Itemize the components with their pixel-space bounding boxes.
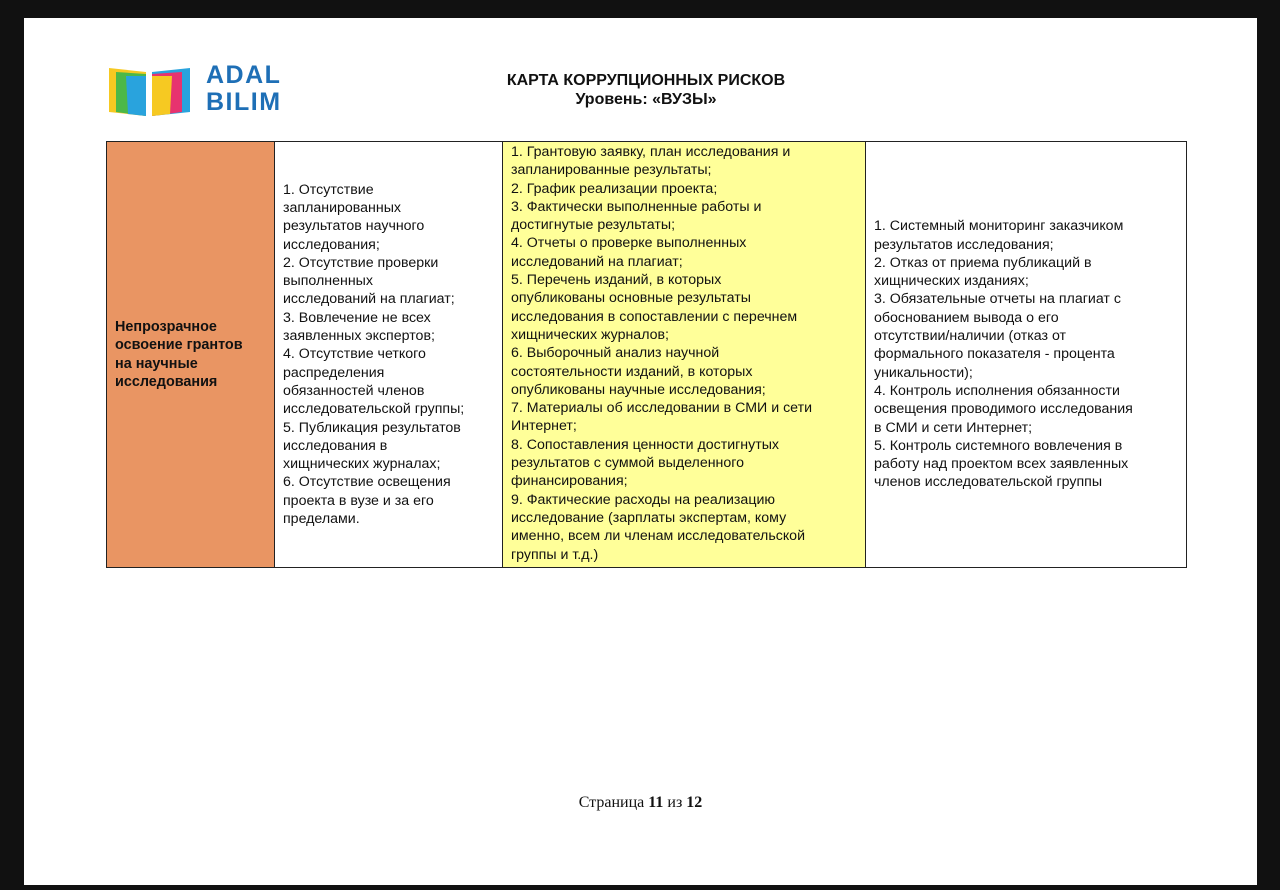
text-line: 4. Отсутствие четкого [283, 346, 426, 363]
text-line: хищнических журналов; [511, 326, 670, 343]
table-row [107, 142, 1187, 568]
text-line: отсутствии/наличии (отказ от [874, 328, 1067, 345]
logo-line-2: BILIM [206, 88, 282, 116]
text-line: 1. Системный мониторинг заказчиком [874, 218, 1124, 235]
text-line: Интернет; [511, 418, 577, 435]
text-line: 2. Отсутствие проверки [283, 254, 439, 271]
text-line: исследовательской группы; [283, 401, 465, 418]
text-line: 5. Перечень изданий, в которых [511, 272, 722, 289]
text-line: в СМИ и сети Интернет; [874, 419, 1033, 436]
text-line: запланированных [283, 199, 402, 216]
text-line: результатов научного [283, 218, 425, 235]
text-line: 4. Контроль исполнения обязанности [874, 382, 1120, 399]
text-line: уникальности); [874, 364, 973, 381]
text-line: исследования в сопоставлении с перечнем [511, 308, 798, 325]
text-line: 6. Отсутствие освещения [283, 474, 451, 491]
text-line: опубликованы научные исследования; [511, 381, 766, 398]
text-line: формального показателя - процента [874, 346, 1115, 363]
text-line: 7. Материалы об исследовании в СМИ и сети [511, 400, 812, 417]
text-line: 5. Контроль системного вовлечения в [874, 437, 1123, 454]
document-header [444, 71, 848, 109]
text-line: заявленных экспертов; [283, 328, 435, 345]
text-line: 3. Вовлечение не всех [283, 309, 431, 326]
text-line: достигнутые результаты; [511, 217, 676, 234]
text-line: запланированные результаты; [511, 162, 712, 179]
current-page: 11 [648, 794, 664, 811]
text-line: на научные [115, 355, 198, 372]
document-page [24, 18, 1257, 885]
text-line: проекта в вузе и за его [283, 492, 434, 509]
text-line: 2. Отказ от приема публикаций в [874, 254, 1092, 271]
page-number [24, 794, 1257, 812]
text-line: 2. График реализации проекта; [511, 180, 718, 197]
text-line: исследований на плагиат; [283, 291, 455, 308]
text-line: 3. Фактически выполненные работы и [511, 198, 762, 215]
text-line: обоснованием вывода о его [874, 309, 1059, 326]
text-line: 1. Отсутствие [283, 181, 374, 198]
text-line: освоение грантов [115, 337, 243, 354]
text-line: 3. Обязательные отчеты на плагиат с [874, 291, 1121, 308]
text-line: освещения проводимого исследования [874, 401, 1133, 418]
text-line: выполненных [283, 273, 373, 290]
text-line: 4. Отчеты о проверке выполненных [511, 235, 747, 252]
of-word: из [667, 794, 683, 811]
document-subtitle: Уровень: «ВУЗЫ» [575, 91, 717, 108]
text-line: 6. Выборочный анализ научной [511, 345, 720, 362]
book-logo-icon [106, 62, 196, 118]
text-line: исследования; [283, 236, 380, 253]
text-line: исследования в [283, 437, 388, 454]
text-line: работу над проектом всех заявленных [874, 456, 1129, 473]
adal-bilim-logo [106, 62, 306, 118]
text-line: исследований на плагиат; [511, 253, 683, 270]
text-line: 9. Фактические расходы на реализацию [511, 491, 776, 508]
text-line: обязанностей членов [283, 382, 425, 399]
text-line: распределения [283, 364, 385, 381]
risk-factors-cell [275, 142, 503, 568]
total-pages: 12 [686, 794, 703, 811]
page-word: Страница [578, 794, 645, 811]
text-line: Непрозрачное [115, 318, 217, 335]
text-line: результатов исследования; [874, 236, 1054, 253]
text-line: финансирования; [511, 473, 628, 490]
text-line: пределами. [283, 511, 360, 528]
text-line: 8. Сопоставления ценности достигнутых [511, 436, 780, 453]
text-line: группы и т.д.) [511, 546, 599, 563]
text-line: членов исследовательской группы [874, 474, 1103, 491]
text-line: именно, всем ли членам исследовательской [511, 528, 805, 545]
text-line: 5. Публикация результатов [283, 419, 461, 436]
text-line: исследования [115, 373, 218, 390]
text-line: хищнических изданиях; [874, 273, 1029, 290]
measures-cell [866, 142, 1187, 568]
logo-line-1: ADAL [206, 61, 282, 89]
text-line: хищнических журналах; [283, 456, 441, 473]
document-title: КАРТА КОРРУПЦИОННЫХ РИСКОВ [506, 72, 786, 89]
text-line: опубликованы основные результаты [511, 290, 751, 307]
documents-cell [503, 142, 866, 568]
text-line: 1. Грантовую заявку, план исследования и [511, 144, 791, 160]
text-line: результатов с суммой выделенного [511, 455, 745, 472]
risk-area-cell [107, 142, 275, 568]
text-line: состоятельности изданий, в которых [511, 363, 753, 380]
text-line: исследование (зарплаты экспертам, кому [511, 509, 787, 526]
risk-map-table [106, 141, 1187, 568]
logo-wordmark [206, 62, 282, 116]
